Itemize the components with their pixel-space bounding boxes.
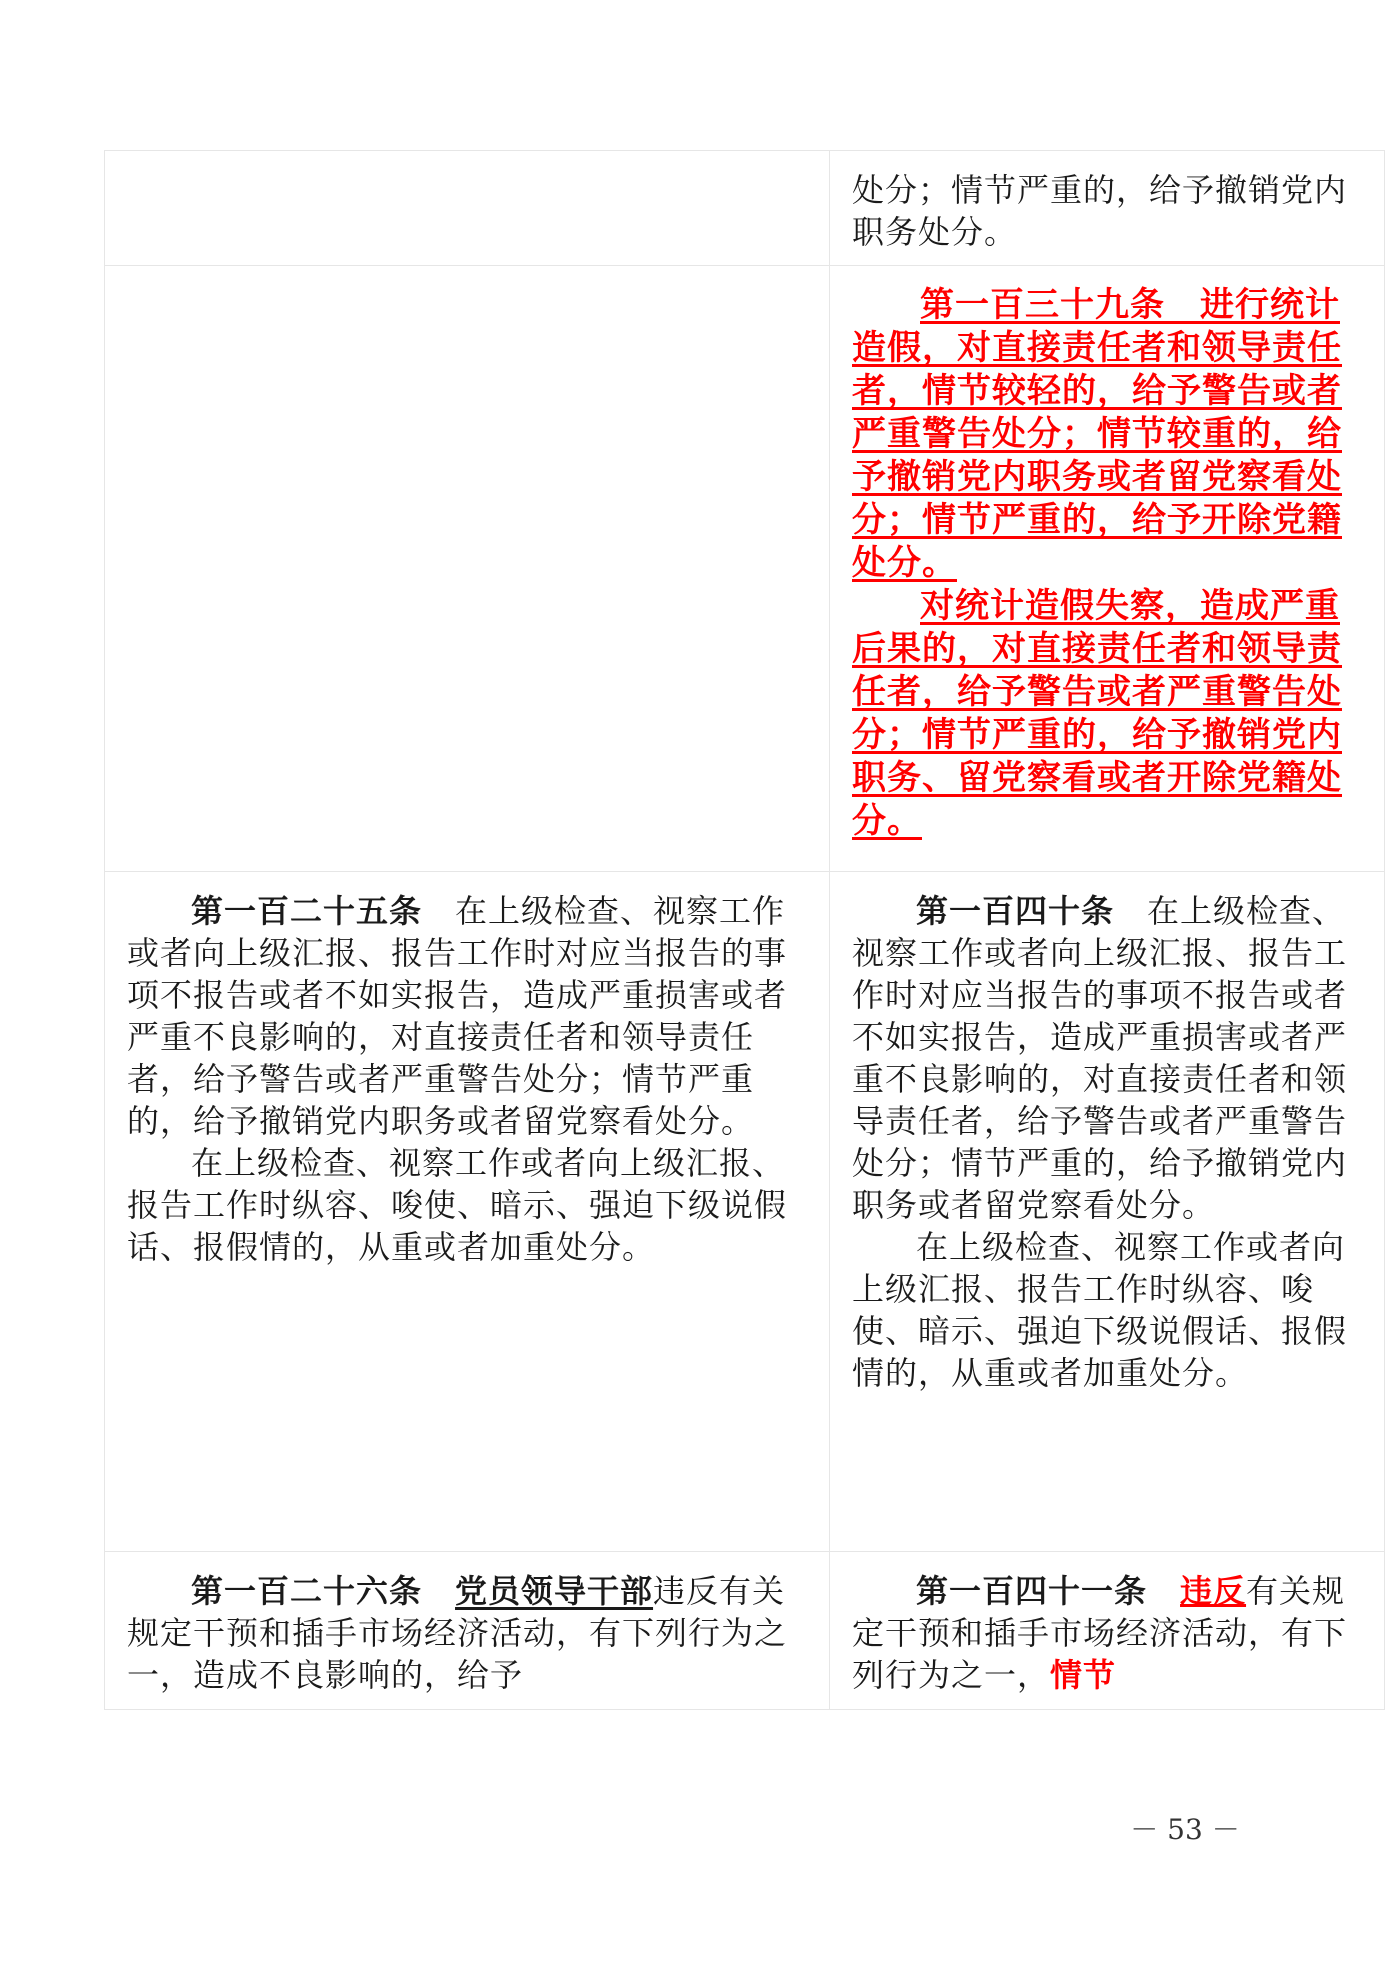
table-cell-new (830, 872, 1385, 1552)
article-number: 第一百二十五条 (191, 892, 423, 930)
article-number: 第一百四十条 (916, 892, 1115, 930)
paragraph (127, 890, 807, 1142)
table-row (105, 151, 1385, 266)
article-text: 违反有关规定干预和插手市场经济活动，有下列行为之一，造成不良影响的，给予 (127, 1572, 788, 1694)
paragraph: 在上级检查、视察工作或者向上级汇报、报告工作时纵容、唆使、暗示、强迫下级说假话、报假情的，从重或者加重处分。 (127, 1144, 788, 1266)
table-cell-old (105, 151, 830, 266)
deleted-text: 党员领导干部 (455, 1572, 654, 1610)
comparison-table (104, 150, 1385, 1710)
table-cell-old (105, 1552, 830, 1710)
table-cell-new (830, 266, 1385, 872)
added-article-paragraph: 对统计造假失察，造成严重后果的，对直接责任者和领导责任者，给予警告或者严重警告处分；情节严重的，给予撤销党内职务、留党察看或者开除党籍处分。 (852, 586, 1342, 841)
paragraph (127, 1570, 807, 1696)
paragraph (852, 1570, 1362, 1696)
paragraph: 在上级检查、视察工作或者向上级汇报、报告工作时纵容、唆使、暗示、强迫下级说假话、报假情的，从重或者加重处分。 (852, 1228, 1348, 1392)
paragraph: 处分；情节严重的，给予撤销党内职务处分。 (852, 171, 1348, 251)
table-row (105, 872, 1385, 1552)
table-row (105, 1552, 1385, 1710)
article-text: 在上级检查、视察工作或者向上级汇报、报告工作时对应当报告的事项不报告或者不如实报告，造成严重损害或者严重不良影响的，对直接责任者和领导责任者，给予警告或者严重警告处分；情节严重的，给予撤销党内职务或者留党察看处分。 (852, 892, 1348, 1224)
article-text: 在上级检查、视察工作或者向上级汇报、报告工作时对应当报告的事项不报告或者不如实报告，造成严重损害或者严重不良影响的，对直接责任者和领导责任者，给予警告或者严重警告处分；情节严重的，给予撤销党内职务或者留党察看处分。 (127, 892, 788, 1140)
table-cell-old (105, 266, 830, 872)
article-number: 第一百四十一条 (916, 1572, 1148, 1610)
table-cell-new (830, 1552, 1385, 1710)
table-cell-old (105, 872, 830, 1552)
added-text: 情节 (1050, 1656, 1117, 1694)
article-text: 有关规定干预和插手市场经济活动，有下列行为之一， (852, 1572, 1348, 1694)
table-row (105, 266, 1385, 872)
table-cell-new (830, 151, 1385, 266)
added-text: 违反 (1180, 1572, 1247, 1610)
article-number: 第一百二十六条 (191, 1572, 423, 1610)
page-number: － 53 － (1130, 1813, 1240, 1846)
added-article-paragraph: 第一百三十九条 进行统计造假，对直接责任者和领导责任者，情节较轻的，给予警告或者严重警告处分；情节较重的，给予撤销党内职务或者留党察看处分；情节严重的，给予开除党籍处分。 (852, 285, 1342, 583)
paragraph (852, 890, 1362, 1226)
